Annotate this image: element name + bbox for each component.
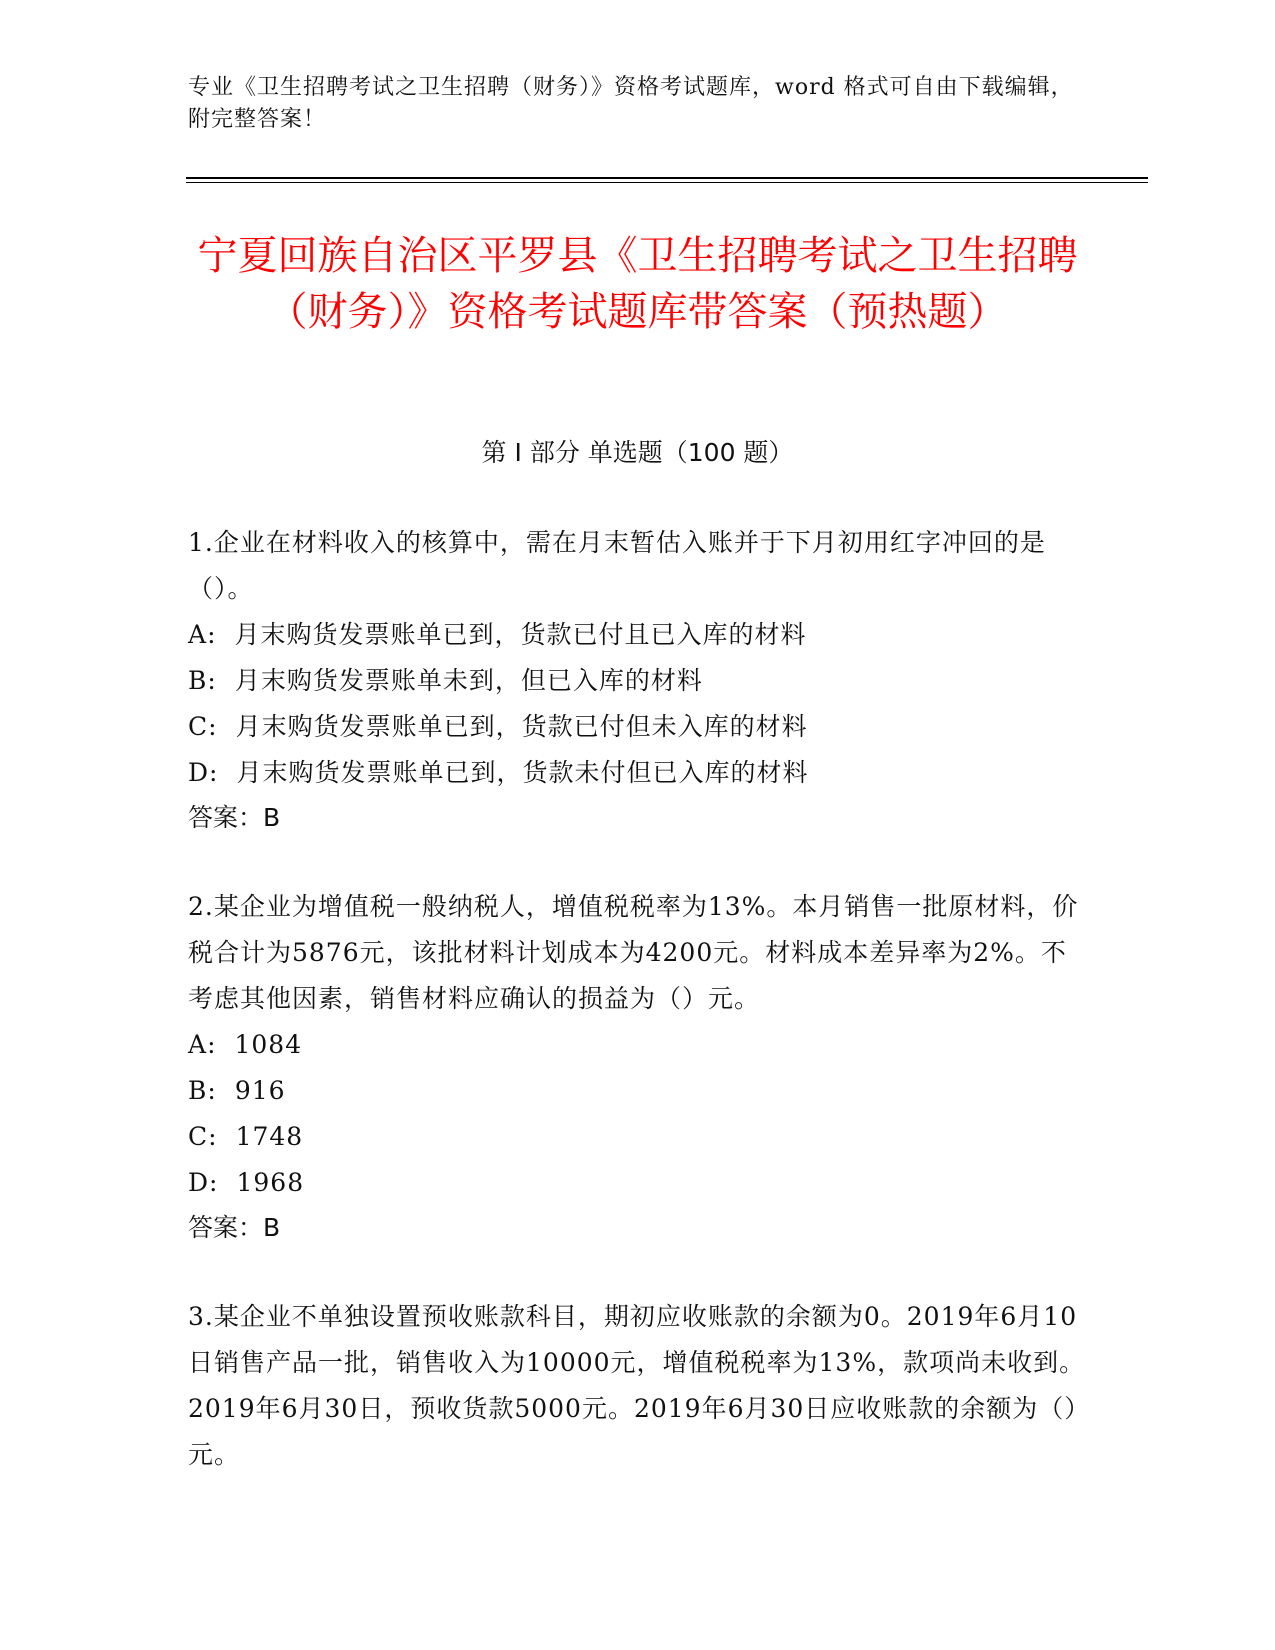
option-letter: B: [188, 666, 208, 695]
option-separator: :: [209, 1168, 219, 1197]
option-text: 1084: [234, 1030, 303, 1059]
option-text: 月末购货发票账单已到，货款已付但未入库的材料: [235, 712, 808, 741]
question-1: [188, 520, 1088, 840]
option-text: 月末购货发票账单已到，货款已付且已入库的材料: [234, 620, 807, 649]
option-a: [188, 1022, 1088, 1068]
option-text: 1748: [235, 1122, 304, 1151]
option-text: 月末购货发票账单已到，货款未付但已入库的材料: [236, 758, 809, 787]
option-letter: C: [188, 1122, 209, 1151]
option-text: 916: [234, 1076, 286, 1105]
answer-label: 答案：: [188, 803, 264, 832]
question-stem: 2.某企业为增值税一般纳税人，增值税税率为13%。本月销售一批原材料，价税合计为5876元，该批材料计划成本为4200元。材料成本差异率为2%。不考虑其他因素，销售材料应确认的损益为（）元。: [188, 892, 1079, 1013]
question-2: [188, 884, 1088, 1250]
option-a: [188, 612, 1088, 658]
header-rule-thick: [186, 177, 1148, 179]
option-separator: :: [207, 666, 217, 695]
option-b: [188, 1068, 1088, 1114]
option-letter: D: [188, 758, 210, 787]
option-c: [188, 1114, 1088, 1160]
answer-line: [188, 796, 1088, 840]
option-letter: D: [188, 1168, 210, 1197]
option-separator: :: [208, 712, 218, 741]
header-rule-thin: [186, 182, 1148, 183]
option-d: [188, 1160, 1088, 1206]
option-separator: :: [207, 620, 217, 649]
document-title: 宁夏回族自治区平罗县《卫生招聘考试之卫生招聘（财务）》资格考试题库带答案（预热题）: [197, 233, 1078, 335]
option-separator: :: [207, 1076, 217, 1105]
option-letter: A: [188, 620, 208, 649]
answer-label: 答案：: [188, 1213, 264, 1242]
option-b: [188, 658, 1088, 704]
option-separator: :: [207, 1030, 217, 1059]
option-separator: :: [208, 1122, 218, 1151]
option-letter: C: [188, 712, 209, 741]
section-heading: 第 I 部分 单选题（100 题）: [481, 438, 794, 467]
question-stem: 1.企业在材料收入的核算中，需在月末暂估入账并于下月初用红字冲回的是（）。: [188, 528, 1046, 603]
option-c: [188, 704, 1088, 750]
question-stem: 3.某企业不单独设置预收账款科目，期初应收账款的余额为0。2019年6月10日销售产品一批，销售收入为10000元，增值税税率为13%，款项尚未收到。2019年6月30日，预收货款5000元。2019年6月30日应收账款的余额为（）元。: [188, 1302, 1086, 1469]
header-note: 专业《卫生招聘考试之卫生招聘（财务）》资格考试题库，word 格式可自由下载编辑，附完整答案！: [188, 75, 1074, 132]
answer-value: B: [263, 803, 281, 832]
option-text: 1968: [236, 1168, 305, 1197]
option-letter: B: [188, 1076, 208, 1105]
option-text: 月末购货发票账单未到，但已入库的材料: [234, 666, 703, 695]
option-d: [188, 750, 1088, 796]
answer-value: B: [263, 1213, 281, 1242]
answer-line: [188, 1206, 1088, 1250]
question-3: [188, 1294, 1088, 1478]
question-list: [188, 520, 1088, 1522]
option-letter: A: [188, 1030, 208, 1059]
option-separator: :: [209, 758, 219, 787]
